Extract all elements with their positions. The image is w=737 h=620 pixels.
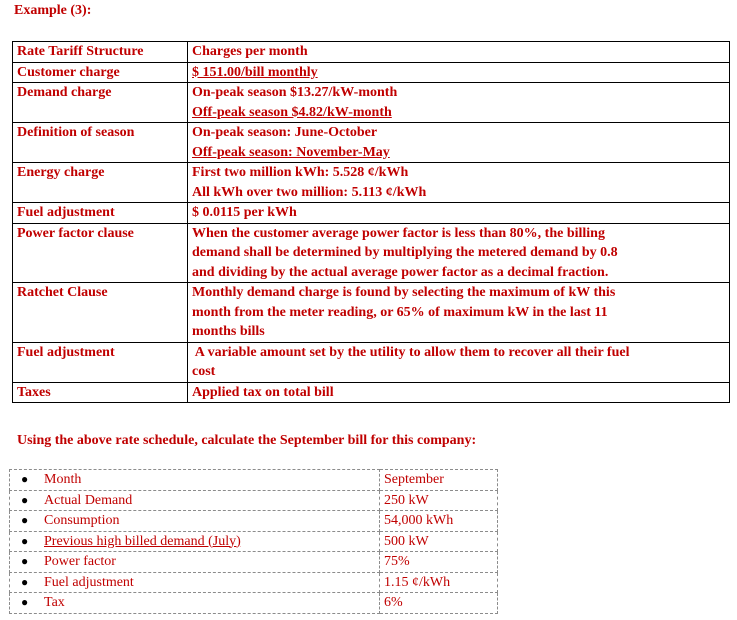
given-value: 54,000 kWh bbox=[380, 511, 498, 532]
table-row bbox=[13, 223, 730, 283]
table-row bbox=[13, 62, 730, 83]
table-row bbox=[13, 283, 730, 343]
charge-line: All kWh over two million: 5.113 ¢/kWh bbox=[192, 184, 427, 200]
table-row bbox=[10, 531, 498, 552]
charge-line: First two million kWh: 5.528 ¢/kWh bbox=[192, 165, 409, 180]
given-label bbox=[10, 470, 380, 491]
table-row bbox=[10, 490, 498, 511]
charge-line: When the customer average power factor is less than 80%, the billing bbox=[192, 225, 605, 241]
charge-line: cost bbox=[192, 364, 216, 379]
given-label bbox=[10, 572, 380, 593]
table-row bbox=[10, 552, 498, 573]
given-label-text: Month bbox=[44, 472, 82, 487]
question-text: Using the above rate schedule, calculate the September bill for this company: bbox=[17, 433, 477, 448]
bullet-icon: ● bbox=[21, 574, 29, 589]
row-label: Demand charge bbox=[13, 83, 188, 123]
table-row bbox=[10, 593, 498, 614]
bullet-icon: ● bbox=[21, 554, 29, 568]
bullet-icon: ● bbox=[21, 513, 29, 527]
given-value: 6% bbox=[380, 593, 498, 614]
charge-line: A variable amount set by the utility to allow them to recover all their fuel bbox=[192, 344, 630, 360]
charge-line: $ 151.00/bill monthly bbox=[192, 64, 318, 80]
charge-line: Applied tax on total bill bbox=[192, 384, 334, 400]
charge-line: Off-peak season $4.82/kW-month bbox=[192, 104, 392, 120]
given-label bbox=[10, 593, 380, 614]
row-charge bbox=[188, 62, 730, 83]
charge-line: Off-peak season: November-May bbox=[192, 144, 390, 160]
table-row bbox=[13, 83, 730, 123]
charge-line: $ 0.0115 per kWh bbox=[192, 205, 297, 220]
charge-line: Monthly demand charge is found by selecting the maximum of kW this bbox=[192, 285, 616, 300]
table-row bbox=[13, 382, 730, 403]
header-rate-tariff-structure: Rate Tariff Structure bbox=[13, 42, 188, 63]
given-data-table bbox=[9, 469, 498, 614]
bullet-icon: ● bbox=[21, 595, 29, 609]
charge-line: month from the meter reading, or 65% of maximum kW in the last 11 bbox=[192, 304, 608, 320]
table-header-row bbox=[13, 42, 730, 63]
row-charge bbox=[188, 223, 730, 283]
given-label-text: Previous high billed demand (July) bbox=[44, 533, 241, 549]
row-label: Fuel adjustment bbox=[13, 342, 188, 382]
given-label-text: Fuel adjustment bbox=[44, 574, 134, 590]
table-row bbox=[10, 511, 498, 532]
table-row bbox=[13, 342, 730, 382]
given-label-text: Actual Demand bbox=[44, 492, 133, 508]
charge-line: demand shall be determined by multiplying the metered demand by 0.8 bbox=[192, 245, 618, 260]
row-label: Taxes bbox=[13, 382, 188, 403]
row-label: Ratchet Clause bbox=[13, 283, 188, 343]
row-label: Energy charge bbox=[13, 163, 188, 203]
given-label bbox=[10, 511, 380, 532]
given-label-text: Consumption bbox=[44, 513, 120, 528]
row-charge bbox=[188, 382, 730, 403]
charge-line: On-peak season $13.27/kW-month bbox=[192, 85, 398, 100]
charge-line: On-peak season: June-October bbox=[192, 125, 378, 140]
table-row bbox=[10, 572, 498, 593]
row-charge bbox=[188, 342, 730, 382]
given-label bbox=[10, 490, 380, 511]
row-label: Customer charge bbox=[13, 62, 188, 83]
header-charges-per-month: Charges per month bbox=[188, 42, 730, 63]
table-row bbox=[13, 203, 730, 224]
given-label-text: Power factor bbox=[44, 554, 116, 569]
row-charge bbox=[188, 163, 730, 203]
row-charge bbox=[188, 123, 730, 163]
charge-line: and dividing by the actual average power factor as a decimal fraction. bbox=[192, 264, 609, 280]
table-row bbox=[13, 163, 730, 203]
row-label: Power factor clause bbox=[13, 223, 188, 283]
given-value: 1.15 ¢/kWh bbox=[380, 572, 498, 593]
table-row bbox=[13, 123, 730, 163]
row-label: Definition of season bbox=[13, 123, 188, 163]
bullet-icon: ● bbox=[21, 492, 29, 507]
charge-line: months bills bbox=[192, 324, 265, 339]
table-row bbox=[10, 470, 498, 491]
bullet-icon: ● bbox=[21, 472, 29, 486]
row-charge bbox=[188, 203, 730, 224]
given-label bbox=[10, 552, 380, 573]
bullet-icon: ● bbox=[21, 533, 29, 548]
row-charge bbox=[188, 283, 730, 343]
given-value: 500 kW bbox=[380, 531, 498, 552]
rate-tariff-table bbox=[12, 41, 730, 403]
given-label-text: Tax bbox=[44, 595, 65, 610]
given-value: September bbox=[380, 470, 498, 491]
row-label: Fuel adjustment bbox=[13, 203, 188, 224]
row-charge bbox=[188, 83, 730, 123]
example-title: Example (3): bbox=[14, 3, 92, 18]
given-value: 75% bbox=[380, 552, 498, 573]
given-label bbox=[10, 531, 380, 552]
given-value: 250 kW bbox=[380, 490, 498, 511]
